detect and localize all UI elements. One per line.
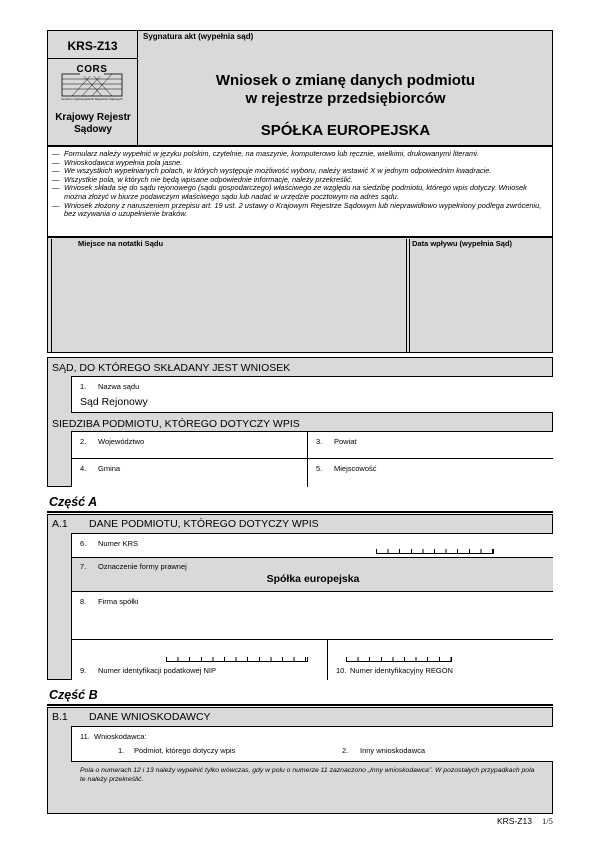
part-a-underline: [47, 511, 553, 513]
footer-page-number: 1/5: [542, 816, 553, 826]
instruction-item: — Wnioskodawca wypełnia pola jasne.: [50, 159, 548, 168]
part-b-section-title: DANE WNIOSKODAWCY: [89, 711, 211, 723]
court-name-field[interactable]: [71, 376, 553, 413]
nip-digit-boxes[interactable]: [166, 657, 308, 662]
field-label: Numer KRS: [98, 539, 139, 548]
legal-form-value: Spółka europejska: [266, 573, 360, 585]
date-cell: [409, 239, 550, 353]
field-number: 9.: [80, 666, 87, 675]
part-a-title: Część A: [49, 495, 98, 509]
field-label: Gmina: [98, 464, 121, 473]
title-line-1: Wniosek o zmianę danych podmiotu: [215, 72, 476, 89]
applicant-field: [71, 726, 553, 762]
field-number: 11.: [80, 732, 90, 741]
field-number: 2.: [80, 437, 87, 446]
field-label: Powiat: [334, 437, 357, 446]
field-number: 10.: [336, 666, 347, 675]
form-subtitle: SPÓŁKA EUROPEJSKA: [260, 122, 431, 139]
field-label: Miejscowość: [334, 464, 377, 473]
notes-label: Miejsce na notatki Sądu: [78, 239, 164, 248]
part-b-note: Pola o numerach 12 i 13 należy wypełnić tylko wówczas, gdy w polu o numerze 11 zaznaczono „Inny wnioskodawca”. W pozostałych przypadkach pola te należy przekreślić.: [80, 767, 535, 783]
option-label: Podmiot, którego dotyczy wpis: [134, 746, 236, 755]
locality-field[interactable]: [307, 458, 553, 487]
form-code: KRS-Z13: [67, 39, 118, 53]
instruction-item: — Wniosek złożony z naruszeniem przepisu art. 19 ust. 2 ustawy o Krajowym Rejestrze Sądowym lub nieprawidłowo wypełniony podlega zwróceniu, bez wzywania o uzupełnienie braków.: [50, 202, 548, 219]
nip-field[interactable]: [71, 639, 327, 680]
field-label: Numer identyfikacji podatkowej NIP: [98, 666, 216, 675]
part-a-section-title: DANE PODMIOTU, KTÓREGO DOTYCZY WPIS: [89, 518, 319, 530]
option-number: 2.: [342, 746, 349, 755]
field-number: 6.: [80, 539, 87, 548]
field-number: 1.: [80, 382, 87, 391]
field-label: Wnioskodawca:: [94, 732, 147, 741]
field-number: 3.: [316, 437, 323, 446]
field-number: 7.: [80, 562, 87, 571]
field-number: 4.: [80, 464, 87, 473]
instruction-item: — We wszystkich wypełnianych polach, w których występuje możliwość wyboru, należy wstawić X w jednym odpowiednim kwadracie.: [50, 167, 548, 176]
krs-number-field[interactable]: [71, 533, 553, 557]
option-number: 1.: [118, 746, 125, 755]
krs-digit-boxes[interactable]: [376, 549, 494, 554]
logo-subtext: Centrum Ogólnopolskich Rejestrów Sądowych: [61, 97, 123, 101]
regon-digit-boxes[interactable]: [346, 657, 452, 662]
registry-name: Krajowy Rejestr Sądowy: [55, 112, 131, 135]
field-label: Oznaczenie formy prawnej: [98, 562, 187, 571]
title-line-2: w rejestrze przedsiębiorców: [245, 90, 446, 107]
part-b-title: Część B: [49, 688, 98, 702]
field-label: Firma spółki: [98, 597, 139, 606]
field-label: Województwo: [98, 437, 145, 446]
court-name-value: Sąd Rejonowy: [80, 396, 148, 408]
option-label: Inny wnioskodawca: [360, 746, 426, 755]
logo-text: CORS: [76, 64, 108, 75]
field-label: Nazwa sądu: [98, 382, 140, 391]
instruction-item: — Formularz należy wypełnić w języku polskim, czytelnie, na maszynie, komputerowo lub ręcznie, wielkimi, drukowanymi literami.: [50, 150, 548, 159]
instructions-list: [50, 150, 548, 219]
instructions-box: [47, 146, 553, 237]
part-a-section-number: A.1: [52, 518, 68, 530]
signature-label: Sygnatura akt (wypełnia sąd): [143, 32, 254, 41]
county-field[interactable]: [307, 431, 553, 458]
instruction-item: — Wszystkie pola, w których nie będą wpisane odpowiednie informacje, należy przekreślić.: [50, 176, 548, 185]
voivodeship-field[interactable]: [71, 431, 307, 458]
cors-logo: [60, 64, 124, 104]
regon-field[interactable]: [327, 639, 553, 680]
instruction-item: — Wniosek składa się do sądu rejonowego (sądu gospodarczego) właściwego ze względu na siedzibę podmiotu, którego wpis dotyczy. Wniosek można złożyć w biurze podawczym właściwego sądu lub nadać w urzędzie pocztowym na adres sądu.: [50, 184, 548, 201]
field-label: Numer identyfikacyjny REGON: [350, 666, 453, 675]
date-label: Data wpływu (wypełnia Sąd): [412, 239, 513, 248]
legal-form-field: [71, 557, 553, 591]
footer-form-code: KRS-Z13: [497, 816, 532, 826]
option-affected-entity[interactable]: [118, 745, 278, 757]
seat-section-heading: SIEDZIBA PODMIOTU, KTÓREGO DOTYCZY WPIS: [52, 418, 300, 430]
field-number: 5.: [316, 464, 323, 473]
field-number: 8.: [80, 597, 87, 606]
part-b-underline: [47, 704, 553, 706]
part-b-section-number: B.1: [52, 711, 68, 723]
company-name-field[interactable]: [71, 591, 553, 639]
court-section-heading: SĄD, DO KTÓREGO SKŁADANY JEST WNIOSEK: [52, 362, 291, 374]
court-notes-inner: [51, 239, 407, 353]
municipality-field[interactable]: [71, 458, 307, 487]
option-other-applicant[interactable]: [342, 745, 482, 757]
